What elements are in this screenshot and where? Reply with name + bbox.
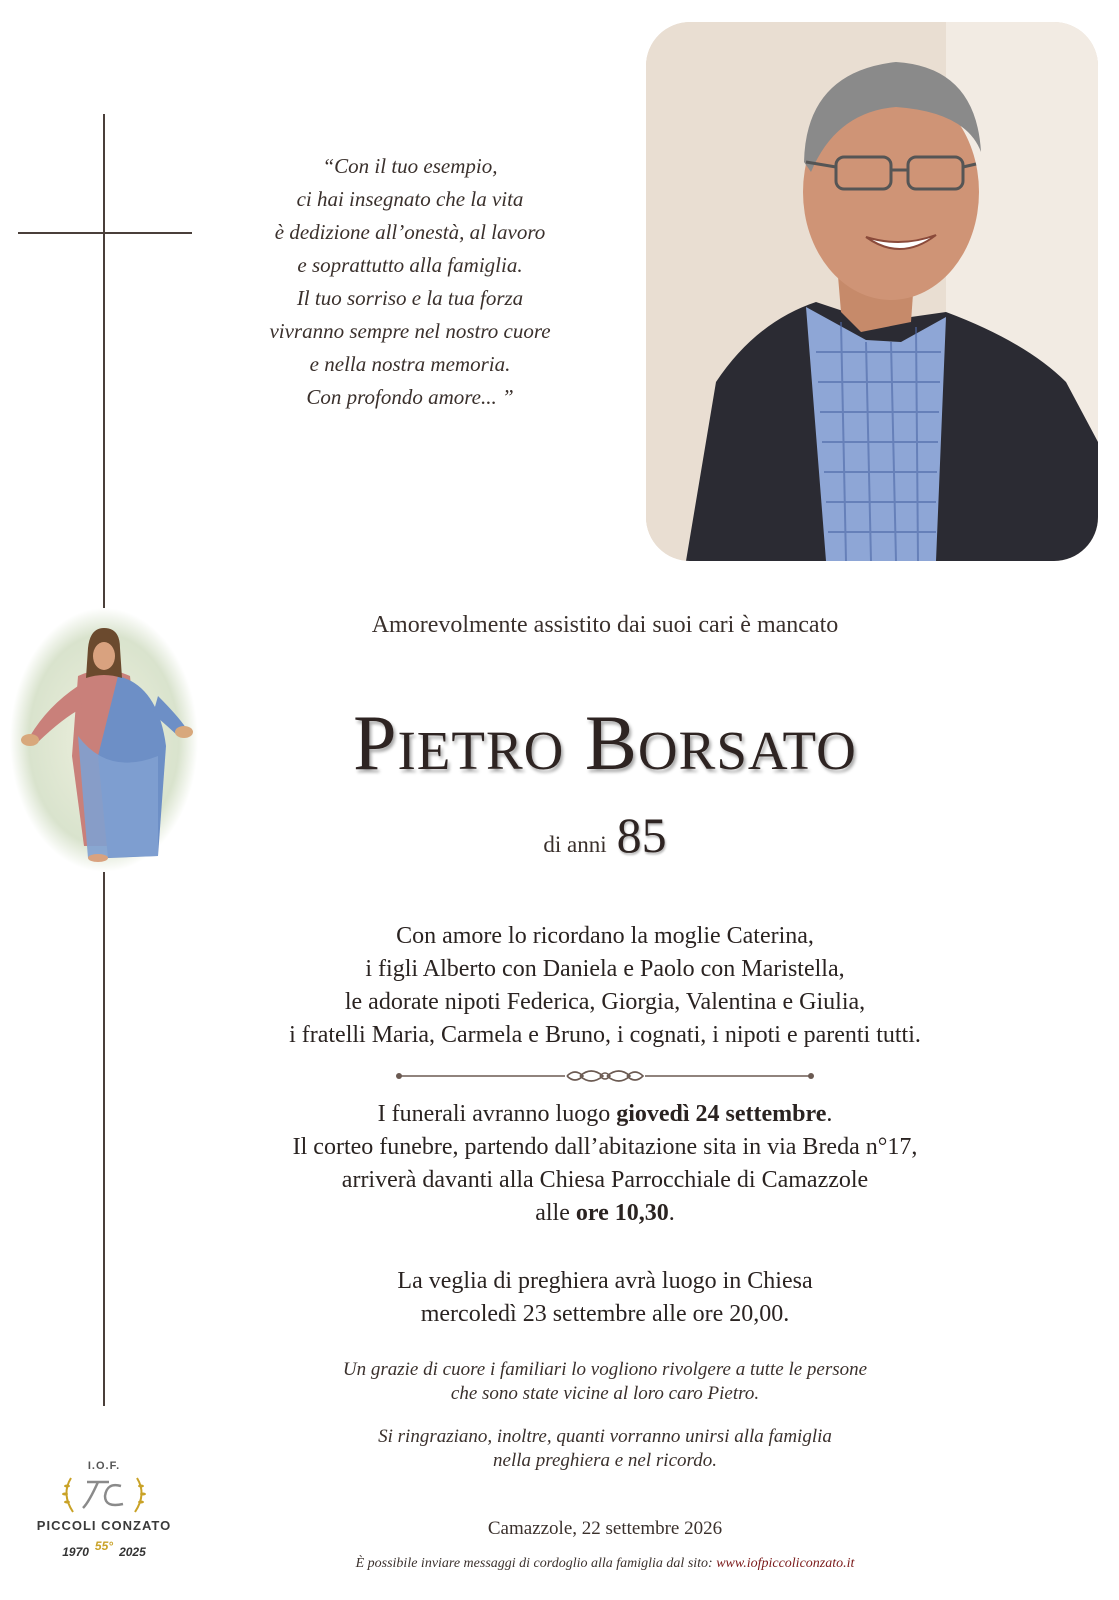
logo-anniversary: 55°	[94, 1539, 114, 1553]
quote-line: è dedizione all’onestà, al lavoro	[274, 220, 546, 244]
logo-year-start: 1970	[62, 1545, 89, 1559]
quote-line: vivranno sempre nel nostro cuore	[269, 319, 551, 343]
vigil-line: La veglia di preghiera avrà luogo in Chiesa	[397, 1268, 813, 1294]
quote-line: Con profondo amore... ”	[306, 385, 514, 409]
mourners-line: i fratelli Maria, Carmela e Bruno, i cognati, i nipoti e parenti tutti.	[289, 1022, 921, 1048]
logo-years	[24, 1539, 184, 1559]
quote-line: e nella nostra memoria.	[309, 352, 511, 376]
funeral-details	[200, 1098, 1010, 1230]
funeral-time: ore 10,30	[575, 1200, 669, 1226]
funeral-home-website-link[interactable]: www.iofpiccoliconzato.it	[716, 1556, 855, 1571]
announcement-text: Amorevolmente assistito dai suoi cari è mancato	[371, 612, 839, 638]
mourners-line: i figli Alberto con Daniela e Paolo con Maristella,	[365, 956, 845, 982]
funeral-date-prefix: I funerali avranno luogo	[377, 1101, 617, 1127]
condolence-footer	[200, 1556, 1010, 1572]
funeral-time-prefix: alle	[535, 1200, 576, 1226]
age-label: di anni	[543, 832, 607, 857]
mourners-line: le adorate nipoti Federica, Giorgia, Valentina e Giulia,	[344, 989, 866, 1015]
footer-text: È possibile inviare messaggi di cordoglio alla famiglia dal sito:	[355, 1556, 717, 1571]
thanks-message-additional	[200, 1425, 1010, 1473]
funeral-date-suffix: .	[826, 1101, 833, 1127]
thanks-line: che sono state vicine al loro caro Pietro.	[450, 1383, 760, 1404]
thanks-line: nella preghiera e nel ricordo.	[493, 1450, 717, 1471]
funeral-line	[200, 1197, 1010, 1230]
quote-line: “Con il tuo esempio,	[322, 154, 498, 178]
place-and-date: Camazzole, 22 settembre 2026	[487, 1518, 723, 1539]
deceased-portrait	[646, 22, 1098, 561]
funeral-date: giovedì 24 settembre	[616, 1101, 827, 1127]
quote-line: Il tuo sorriso e la tua forza	[296, 286, 524, 310]
vigil-details	[200, 1265, 1010, 1331]
memorial-quote	[210, 150, 610, 414]
mourners-list	[200, 920, 1010, 1052]
logo-iof-text: I.O.F.	[87, 1460, 121, 1472]
ornamental-divider	[395, 1066, 815, 1086]
quote-line: ci hai insegnato che la vita	[296, 187, 524, 211]
cross-horizontal-line	[18, 232, 192, 234]
thanks-line: Un grazie di cuore i familiari lo vogliono rivolgere a tutte le persone	[342, 1359, 868, 1380]
funeral-time-suffix: .	[668, 1200, 675, 1226]
christ-devotional-image	[8, 606, 200, 874]
thanks-line: Si ringraziano, inoltre, quanti vorranno unirsi alla famiglia	[378, 1426, 832, 1447]
age-value: 85	[616, 807, 667, 863]
laurel-monogram-icon	[59, 1472, 149, 1516]
funeral-line	[200, 1098, 1010, 1131]
mourners-line: Con amore lo ricordano la moglie Caterina,	[396, 923, 814, 949]
quote-line: e soprattutto alla famiglia.	[297, 253, 523, 277]
funeral-home-logo	[24, 1460, 184, 1590]
thanks-message	[200, 1358, 1010, 1406]
logo-year-end: 2025	[119, 1545, 146, 1559]
deceased-name: Pietro Borsato	[353, 699, 857, 786]
funeral-line: arriverà davanti alla Chiesa Parrocchiale di Camazzole	[341, 1167, 869, 1193]
deceased-age	[210, 806, 1000, 864]
logo-company-name: PICCOLI CONZATO	[36, 1518, 172, 1533]
vigil-line: mercoledì 23 settembre alle ore 20,00.	[420, 1301, 790, 1327]
funeral-line: Il corteo funebre, partendo dall’abitazione sita in via Breda n°17,	[292, 1134, 918, 1160]
